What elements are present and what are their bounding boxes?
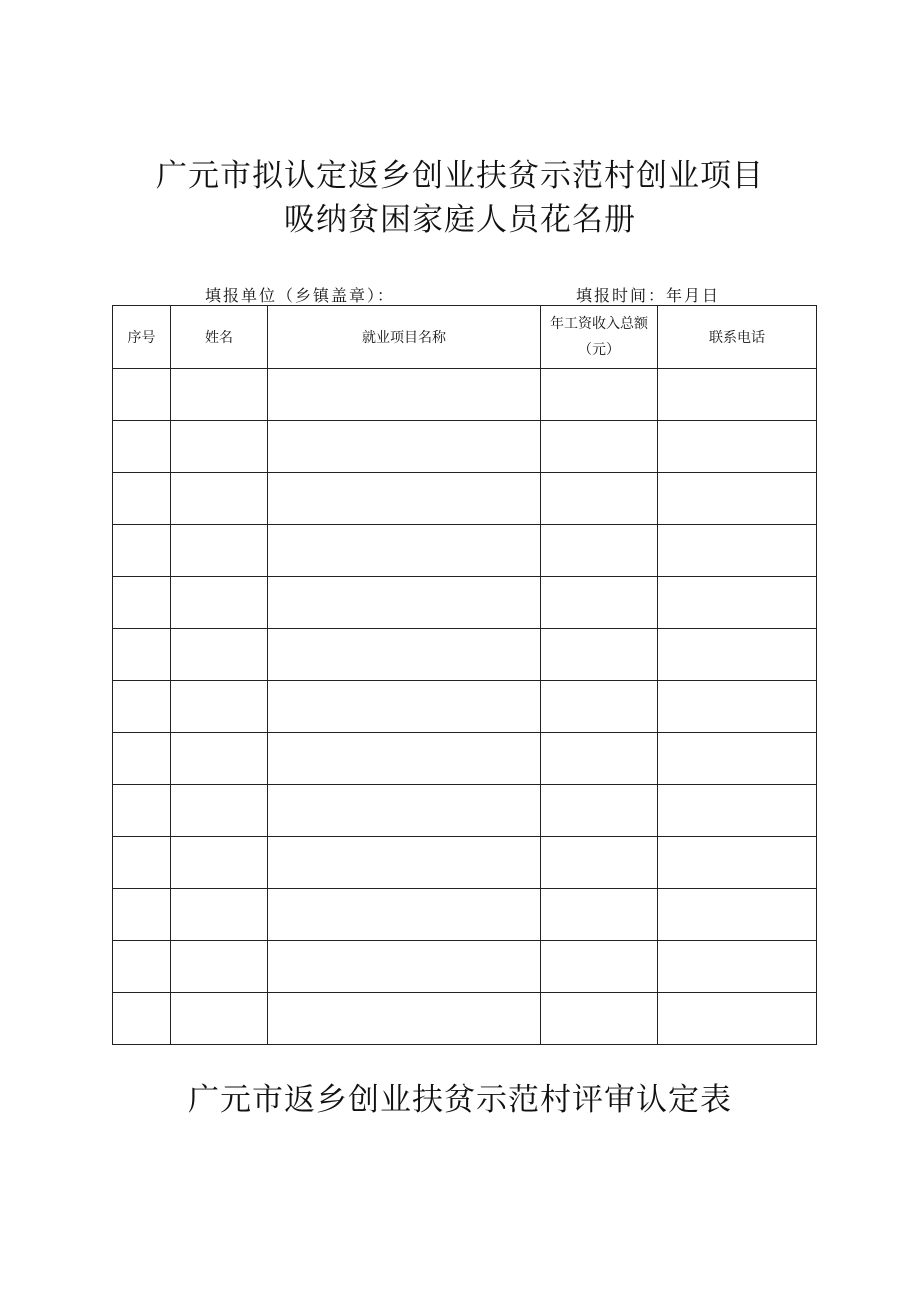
cell-income[interactable] <box>541 629 658 681</box>
cell-phone[interactable] <box>658 733 817 785</box>
cell-phone[interactable] <box>658 525 817 577</box>
cell-income[interactable] <box>541 681 658 733</box>
cell-name[interactable] <box>171 941 268 993</box>
cell-name[interactable] <box>171 421 268 473</box>
cell-seq[interactable] <box>113 369 171 421</box>
cell-seq[interactable] <box>113 941 171 993</box>
cell-project[interactable] <box>268 889 541 941</box>
cell-phone[interactable] <box>658 629 817 681</box>
cell-project[interactable] <box>268 421 541 473</box>
table-row <box>113 785 817 837</box>
fill-unit-label: 填报单位（乡镇盖章）： <box>205 286 396 305</box>
table-row <box>113 889 817 941</box>
header-seq: 序号 <box>113 306 171 369</box>
table-row <box>113 369 817 421</box>
cell-phone[interactable] <box>658 785 817 837</box>
document-title-line-1: 广元市拟认定返乡创业扶贫示范村创业项目 <box>156 158 764 194</box>
cell-income[interactable] <box>541 993 658 1045</box>
cell-phone[interactable] <box>658 681 817 733</box>
cell-seq[interactable] <box>113 733 171 785</box>
cell-project[interactable] <box>268 785 541 837</box>
cell-phone[interactable] <box>658 993 817 1045</box>
cell-income[interactable] <box>541 941 658 993</box>
cell-income[interactable] <box>541 889 658 941</box>
table-row <box>113 733 817 785</box>
cell-project[interactable] <box>268 629 541 681</box>
header-income: 年工资收入总额（元） <box>541 306 658 369</box>
cell-seq[interactable] <box>113 681 171 733</box>
cell-seq[interactable] <box>113 421 171 473</box>
table-row <box>113 421 817 473</box>
table-row <box>113 681 817 733</box>
cell-income[interactable] <box>541 473 658 525</box>
cell-income[interactable] <box>541 421 658 473</box>
cell-income[interactable] <box>541 837 658 889</box>
cell-phone[interactable] <box>658 369 817 421</box>
cell-name[interactable] <box>171 993 268 1045</box>
cell-name[interactable] <box>171 629 268 681</box>
cell-project[interactable] <box>268 577 541 629</box>
cell-income[interactable] <box>541 733 658 785</box>
cell-name[interactable] <box>171 369 268 421</box>
cell-phone[interactable] <box>658 421 817 473</box>
cell-phone[interactable] <box>658 473 817 525</box>
cell-seq[interactable] <box>113 525 171 577</box>
cell-seq[interactable] <box>113 785 171 837</box>
cell-seq[interactable] <box>113 889 171 941</box>
cell-project[interactable] <box>268 837 541 889</box>
roster-body <box>113 369 817 1045</box>
table-header-row <box>113 306 817 369</box>
header-project: 就业项目名称 <box>268 306 541 369</box>
table-row <box>113 577 817 629</box>
table-row <box>113 941 817 993</box>
cell-name[interactable] <box>171 889 268 941</box>
table-row <box>113 629 817 681</box>
cell-phone[interactable] <box>658 889 817 941</box>
cell-income[interactable] <box>541 577 658 629</box>
cell-name[interactable] <box>171 681 268 733</box>
cell-income[interactable] <box>541 369 658 421</box>
cell-name[interactable] <box>171 785 268 837</box>
table-row <box>113 525 817 577</box>
cell-seq[interactable] <box>113 993 171 1045</box>
cell-income[interactable] <box>541 525 658 577</box>
cell-income[interactable] <box>541 785 658 837</box>
cell-project[interactable] <box>268 993 541 1045</box>
cell-project[interactable] <box>268 525 541 577</box>
cell-phone[interactable] <box>658 577 817 629</box>
cell-name[interactable] <box>171 525 268 577</box>
cell-seq[interactable] <box>113 473 171 525</box>
document-title-line-2: 吸纳贫困家庭人员花名册 <box>284 202 636 238</box>
cell-name[interactable] <box>171 837 268 889</box>
cell-name[interactable] <box>171 733 268 785</box>
cell-project[interactable] <box>268 941 541 993</box>
header-name: 姓名 <box>171 306 268 369</box>
cell-seq[interactable] <box>113 837 171 889</box>
table-row <box>113 473 817 525</box>
table-row <box>113 837 817 889</box>
cell-phone[interactable] <box>658 837 817 889</box>
cell-project[interactable] <box>268 369 541 421</box>
roster-table <box>112 305 817 1045</box>
fill-time-label: 填报时间：年月日 <box>576 286 721 305</box>
cell-name[interactable] <box>171 577 268 629</box>
cell-phone[interactable] <box>658 941 817 993</box>
bottom-section-title: 广元市返乡创业扶贫示范村评审认定表 <box>188 1082 732 1118</box>
cell-project[interactable] <box>268 473 541 525</box>
cell-seq[interactable] <box>113 629 171 681</box>
cell-name[interactable] <box>171 473 268 525</box>
cell-project[interactable] <box>268 681 541 733</box>
table-row <box>113 993 817 1045</box>
header-phone: 联系电话 <box>658 306 817 369</box>
cell-seq[interactable] <box>113 577 171 629</box>
cell-project[interactable] <box>268 733 541 785</box>
